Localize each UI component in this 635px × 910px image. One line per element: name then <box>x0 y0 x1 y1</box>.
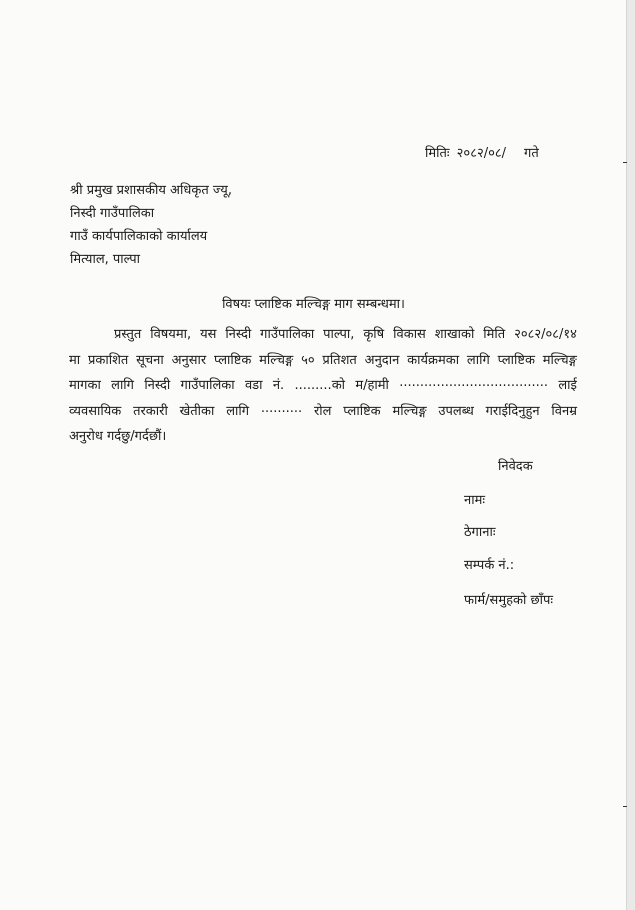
body-word: कृषि <box>363 327 385 342</box>
applicant-heading: निवेदक <box>498 459 533 474</box>
body-word: सूचना <box>136 352 164 368</box>
body-word: उपलब्ध <box>438 403 474 419</box>
stamp-label: फार्म/समुहको छाँपः <box>464 593 553 608</box>
body-word: लाई <box>558 378 577 393</box>
body-word: लागि <box>111 378 134 393</box>
body-paragraph <box>69 324 577 452</box>
body-word: अनुदान <box>364 352 400 368</box>
recipient-line: श्री प्रमुख प्रशासकीय अधिकृत ज्यू, <box>70 183 232 198</box>
body-word: कार्यक्रमका <box>407 352 460 368</box>
body-word: २०८२/०८/१४ <box>514 327 577 342</box>
subject-line: विषयः प्लाष्टिक मल्चिङ्ग माग सम्बन्धमा। <box>222 297 405 312</box>
body-word: म/हामी <box>355 378 389 393</box>
body-word: मल्चिङ्ग <box>542 352 577 368</box>
body-word: प्लाष्टिक <box>497 352 535 368</box>
body-line <box>69 375 577 401</box>
body-word: रोल <box>313 403 332 419</box>
recipient-line: गाउँ कार्यपालिकाको कार्यालय <box>70 229 208 244</box>
body-word: विकास <box>393 327 426 342</box>
body-word: पाल्पा, <box>323 327 355 342</box>
contact-label: सम्पर्क नं.: <box>464 558 515 573</box>
body-word: मिति <box>483 327 506 342</box>
body-word: नं. <box>272 378 285 393</box>
page-edge-mark <box>623 162 627 163</box>
body-word: लागि <box>226 403 250 419</box>
body-word: व्यवसायिक <box>69 403 122 419</box>
body-word: शाखाको <box>434 327 475 342</box>
body-word: मल्चिङ्ग <box>259 352 294 368</box>
body-word: विनम्र <box>551 403 577 419</box>
body-word: मागका <box>69 378 101 393</box>
body-word: निस्दी <box>144 378 171 393</box>
body-word: यस <box>200 327 217 342</box>
body-word: गाउँपालिका <box>180 378 235 393</box>
body-word: गराईदिनुहुन <box>485 403 540 419</box>
body-word: निस्दी <box>225 327 252 342</box>
body-word: मा <box>69 352 81 368</box>
body-word: विषयमा, <box>150 327 192 342</box>
body-word: प्रतिशत <box>322 352 357 368</box>
page-edge-mark <box>623 806 627 807</box>
body-word: खेतीका <box>179 403 215 419</box>
date-suffix: गते <box>524 146 539 161</box>
body-word: प्लाष्टिक <box>343 403 381 419</box>
recipient-line: मित्याल, पाल्पा <box>70 252 140 267</box>
recipient-block <box>70 184 232 276</box>
body-word: ५० <box>301 352 315 368</box>
body-line <box>69 401 577 427</box>
body-word: प्रकाशित <box>87 352 129 368</box>
date-label: मितिः २०८२/०८/ <box>425 146 506 161</box>
body-word: तरकारी <box>133 403 168 419</box>
body-word: अनुरोध गर्दछु/गर्दछौं। <box>69 429 167 444</box>
body-word: लागि <box>466 352 490 368</box>
date-line <box>425 147 539 160</box>
body-word: .................................... <box>399 375 549 390</box>
recipient-line: निस्दी गाउँपालिका <box>70 206 155 221</box>
body-word: प्रस्तुत <box>114 327 142 342</box>
body-word: .......... <box>260 400 303 416</box>
body-word: वडा <box>244 378 263 393</box>
address-label: ठेगानाः <box>464 525 496 540</box>
body-word: .........को <box>294 378 346 393</box>
body-word: मल्चिङ्ग <box>392 403 427 419</box>
name-label: नामः <box>464 493 485 508</box>
body-word: अनुसार <box>171 352 207 368</box>
body-line <box>69 350 577 376</box>
body-word: गाउँपालिका <box>260 327 315 342</box>
body-word: प्लाष्टिक <box>213 352 252 368</box>
body-line <box>69 324 577 350</box>
body-line <box>69 426 577 452</box>
